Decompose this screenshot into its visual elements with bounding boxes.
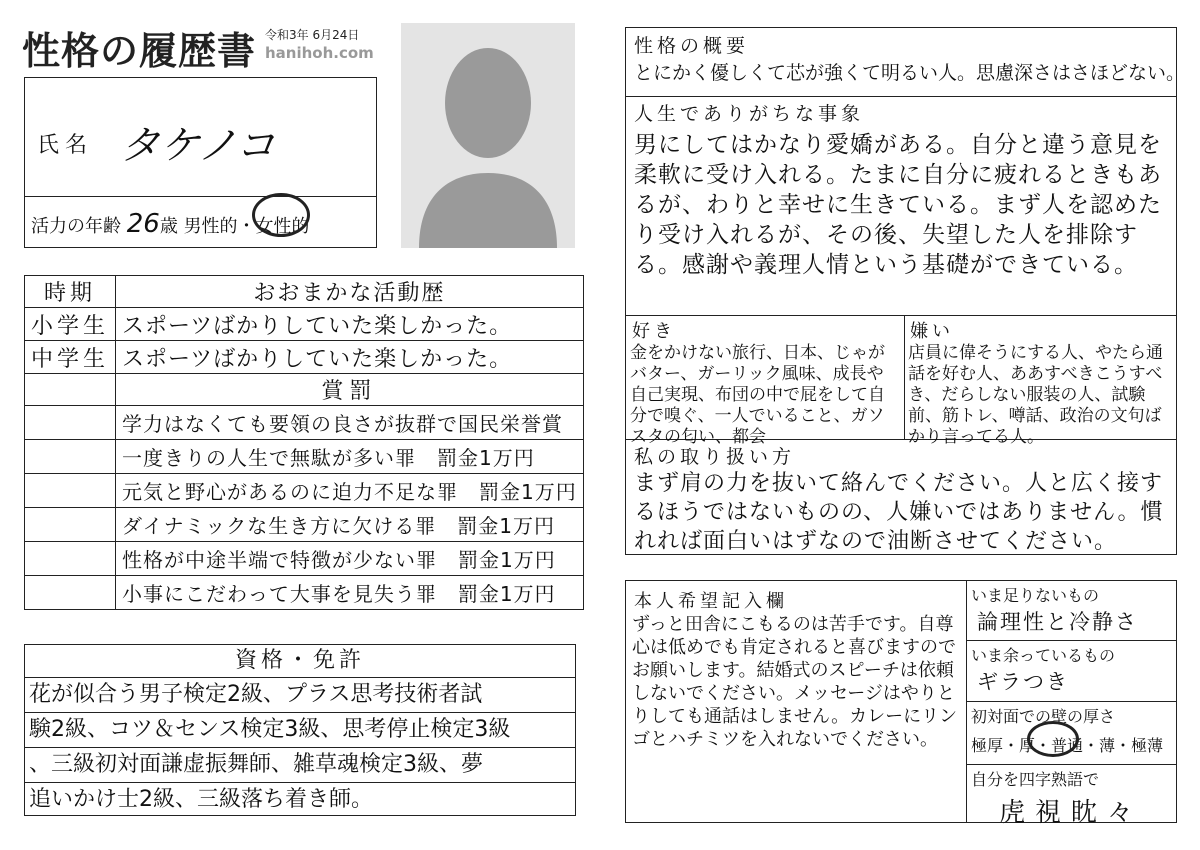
activity-table (24, 275, 584, 610)
qualification-line: 験2級、コツ＆センス検定3級、思考停止検定3級 (25, 713, 575, 748)
dislikes-title: 嫌い (910, 321, 954, 342)
side-column (966, 581, 1176, 828)
lacking-value: 論理性と冷静さ (977, 610, 1138, 634)
overview-text: とにかく優しくて芯が強くて明るい人。思慮深さはさほどない。 (634, 62, 1186, 84)
qualification-line: 花が似合う男子検定2級、プラス思考技術者試 (25, 678, 575, 713)
surplus-cell (966, 641, 1176, 702)
likes-dislikes-section (626, 315, 1176, 447)
site-url: hanihoh.com (265, 44, 374, 62)
reward-cell: 一度きりの人生で無駄が多い罪 罰金1万円 (116, 440, 584, 474)
table-row (25, 440, 584, 474)
table-row (25, 576, 584, 610)
handling-text: まず肩の力を抜いて絡んでください。人と広く接するほうではないものの、人嫌いではありません。慣れれば面白いはずなので油断させてください。 (634, 471, 1164, 554)
table-header-row (25, 276, 584, 308)
likes-column (626, 315, 905, 447)
gender-selection-circle (252, 193, 310, 237)
qualification-line: 、三級初対面謙虚振舞師、雑草魂検定3級、夢 (25, 748, 575, 783)
empty-cell (25, 542, 116, 576)
table-row (25, 308, 584, 341)
reward-cell: 学力はなくても要領の良さが抜群で国民栄誉賞 (116, 406, 584, 440)
empty-cell (25, 508, 116, 542)
wall-selection-circle (1027, 721, 1079, 757)
reward-cell: ダイナミックな生き方に欠ける罪 罰金1万円 (116, 508, 584, 542)
wishes-column (626, 581, 967, 822)
gender-options: 男性的・女性的 (183, 216, 310, 237)
wishes-title: 本人希望記入欄 (634, 591, 788, 612)
rewards-header: 賞罰 (116, 374, 584, 406)
life-section (626, 96, 1176, 316)
period-cell: 小学生 (25, 308, 116, 341)
wishes-box (625, 580, 1177, 828)
person-silhouette-icon (401, 23, 575, 248)
personality-box (625, 27, 1186, 555)
period-cell: 中学生 (25, 341, 116, 374)
likes-title: 好き (632, 321, 676, 342)
wall-options: 極厚・厚・普通・薄・極薄 (971, 736, 1164, 755)
empty-cell (25, 576, 116, 610)
yoji-cell (966, 765, 1176, 828)
qualifications-title: 資格・免許 (25, 645, 575, 678)
yoji-value: 虎視眈々 (998, 798, 1143, 828)
dislikes-text: 店員に偉そうにする人、やたら通話を好む人、ああすべきこうすべき、だらしない服装の人、試験前、筋トレ、噂話、政治の文句ばかり言ってる人。 (908, 343, 1163, 447)
empty-cell (25, 406, 116, 440)
name-label: 氏名 (37, 133, 94, 158)
handling-section (626, 439, 1176, 556)
reward-cell: 性格が中途半端で特徴が少ない罪 罰金1万円 (116, 542, 584, 576)
name-row (25, 78, 376, 197)
activity-cell: スポーツばかりしていた楽しかった。 (116, 308, 584, 341)
activity-header: おおまかな活動歴 (116, 276, 584, 308)
empty-cell (25, 374, 116, 406)
likes-text: 金をかけない旅行、日本、じゃがバター、ガーリック風味、成長や自己実現、布団の中で屁をして自分で嗅ぐ、一人でいること、ガソスタの匂い、都会 (630, 343, 885, 447)
wishes-text: ずっと田舎にこもるのは苦手です。自尊心は低めでも肯定されると喜びますのでお願いします。結婚式のスピーチは依頼しないでください。メッセージはやりとりしても通話はしません。カレーにリンゴとハチミツを入れないでください。 (632, 614, 958, 750)
table-row (25, 374, 584, 406)
qualification-line: 追いかけ士2級、三級落ち着き師。 (29, 787, 373, 812)
period-header: 時期 (25, 276, 116, 308)
name-value: タケノコ (120, 123, 276, 169)
surplus-value: ギラつき (977, 670, 1069, 694)
photo-placeholder (401, 23, 575, 248)
age-unit: 歳 (159, 216, 178, 237)
name-box (24, 77, 377, 248)
lacking-cell (966, 581, 1176, 641)
table-row (25, 542, 584, 576)
empty-cell (25, 440, 116, 474)
table-row (25, 508, 584, 542)
reward-cell: 小事にこだわって大事を見失う罪 罰金1万円 (116, 576, 584, 610)
empty-cell (25, 474, 116, 508)
overview-title: 性格の概要 (634, 35, 750, 57)
lacking-label: いま足りないもの (971, 586, 1100, 605)
table-row (25, 406, 584, 440)
life-text: 男にしてはかなり愛嬌がある。自分と違う意見を柔軟に受け入れる。たまに自分に疲れるときもあるが、わりと幸せに生きている。まず人を認めたり受け入れるが、その後、失望した人を排除する。感謝や義理人情という基礎ができている。 (634, 132, 1162, 278)
age-value: 26 (126, 209, 160, 239)
activity-cell: スポーツばかりしていた楽しかった。 (116, 341, 584, 374)
table-row (25, 474, 584, 508)
dislikes-column (904, 315, 1176, 447)
table-row (25, 341, 584, 374)
yoji-label: 自分を四字熟語で (971, 770, 1100, 789)
overview-section (626, 28, 1186, 97)
life-title: 人生でありがちな事象 (634, 103, 865, 125)
page-title: 性格の履歴書 (22, 29, 257, 73)
age-label: 活力の年齢 (31, 216, 121, 237)
handling-title: 私の取り扱い方 (634, 446, 796, 468)
qualifications-box (24, 644, 576, 816)
surplus-label: いま余っているもの (971, 646, 1116, 665)
reward-cell: 元気と野心があるのに迫力不足な罪 罰金1万円 (116, 474, 584, 508)
date-text: 令和3年 6月24日 (265, 28, 360, 42)
wall-label: 初対面での壁の厚さ (971, 707, 1116, 726)
